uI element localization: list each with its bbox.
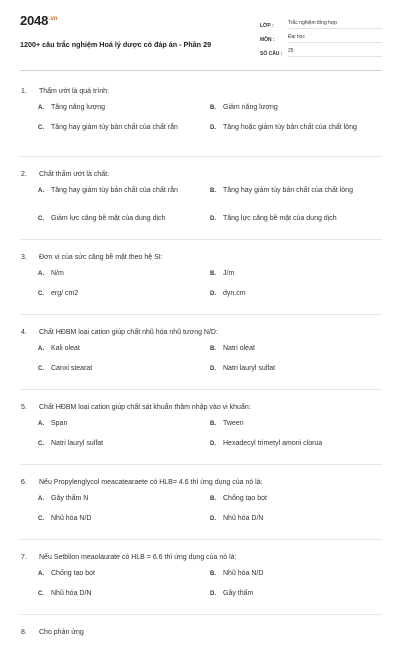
option-text: Giảm lực căng bề mặt của dung dịch bbox=[51, 215, 166, 222]
meta-value: 25 bbox=[288, 48, 382, 57]
answer-option[interactable] bbox=[38, 589, 210, 605]
question-item bbox=[20, 549, 382, 615]
answer-option[interactable] bbox=[38, 186, 210, 210]
option-text: Nhũ hóa N/D bbox=[223, 570, 264, 577]
question-item bbox=[20, 249, 382, 315]
answer-option[interactable] bbox=[38, 419, 210, 435]
question-number: 3. bbox=[21, 253, 27, 261]
brand-name: 2048 bbox=[20, 13, 49, 28]
meta-row bbox=[260, 29, 382, 43]
question-text: Nếu Setblion meaolaurate có HLB = 6.6 thì ứng dụng của nó là: bbox=[39, 553, 237, 561]
answer-option[interactable] bbox=[210, 569, 382, 585]
option-text: Canxi stearat bbox=[51, 365, 93, 372]
answer-option[interactable] bbox=[38, 103, 210, 119]
answer-option[interactable] bbox=[38, 269, 210, 285]
option-text: Span bbox=[51, 420, 68, 427]
answer-option[interactable] bbox=[38, 569, 210, 585]
answer-option[interactable] bbox=[210, 514, 382, 530]
option-text: erg/ cm2 bbox=[51, 290, 79, 297]
question-stem bbox=[20, 83, 382, 99]
option-text: Natri oleat bbox=[223, 345, 255, 352]
option-letter: A. bbox=[38, 105, 44, 111]
option-grid bbox=[20, 344, 382, 384]
meta-row bbox=[260, 15, 382, 29]
answer-option[interactable] bbox=[210, 364, 382, 380]
meta-row bbox=[260, 43, 382, 57]
option-text: N/m bbox=[51, 270, 64, 277]
question-number: 6. bbox=[21, 478, 27, 486]
header-divider bbox=[20, 70, 382, 71]
option-text: Natri lauryl sulfat bbox=[223, 365, 276, 372]
question-item bbox=[20, 83, 382, 157]
answer-option[interactable] bbox=[210, 214, 382, 230]
answer-option[interactable] bbox=[210, 269, 382, 285]
answer-option[interactable] bbox=[38, 364, 210, 380]
answer-option[interactable] bbox=[210, 419, 382, 435]
option-grid bbox=[20, 569, 382, 609]
option-text: Tween bbox=[223, 420, 244, 427]
option-grid bbox=[20, 269, 382, 309]
question-item bbox=[20, 399, 382, 465]
question-stem bbox=[20, 474, 382, 490]
option-letter: B. bbox=[210, 571, 216, 577]
meta-label: SỐ CÂU : bbox=[260, 51, 283, 57]
answer-option[interactable] bbox=[38, 344, 210, 360]
question-text: Chất thấm ướt là chất: bbox=[39, 170, 109, 178]
question-number: 5. bbox=[21, 403, 27, 411]
option-letter: D. bbox=[210, 441, 216, 447]
option-text: Tăng hay giảm tùy bản chất của chất rắn bbox=[51, 124, 178, 131]
answer-option[interactable] bbox=[210, 344, 382, 360]
answer-option[interactable] bbox=[210, 589, 382, 605]
option-letter: D. bbox=[210, 125, 216, 131]
option-letter: B. bbox=[210, 188, 216, 194]
question-number: 8. bbox=[21, 628, 27, 636]
option-text: Nhũ hóa D/N bbox=[51, 590, 92, 597]
option-text: Hexadecyl trimetyl amoni clorua bbox=[223, 440, 323, 447]
question-text: Thấm ướt là quá trình: bbox=[39, 87, 109, 95]
question-stem bbox=[20, 624, 382, 640]
document-meta bbox=[260, 15, 382, 62]
question-text: Chất HĐBM loại cation giúp chất nhũ hóa nhũ tương N/D: bbox=[39, 328, 218, 336]
answer-option[interactable] bbox=[38, 289, 210, 305]
answer-option[interactable] bbox=[210, 103, 382, 119]
option-letter: A. bbox=[38, 188, 44, 194]
option-letter: C. bbox=[38, 366, 44, 372]
option-text: Tăng năng lượng bbox=[51, 104, 106, 111]
option-text: Tăng hay giảm tùy bản chất của chất lỏng bbox=[223, 187, 353, 194]
question-stem bbox=[20, 324, 382, 340]
question-list bbox=[20, 83, 382, 645]
option-text: Chống tạo bọt bbox=[51, 570, 95, 577]
question-text: Đơn vị của sức căng bề mặt theo hệ SI: bbox=[39, 253, 163, 261]
option-letter: A. bbox=[38, 421, 44, 427]
option-text: Natri lauryl sulfat bbox=[51, 440, 104, 447]
option-letter: D. bbox=[210, 591, 216, 597]
answer-option[interactable] bbox=[38, 214, 210, 230]
question-item bbox=[20, 324, 382, 390]
question-stem bbox=[20, 549, 382, 565]
question-text: Nếu Propylenglycol meacatearaete có HLB= 4.6 thì ứng dụng của nó là: bbox=[39, 478, 263, 486]
question-number: 4. bbox=[21, 328, 27, 336]
option-letter: B. bbox=[210, 421, 216, 427]
option-text: Gây thấm N bbox=[51, 495, 89, 502]
option-text: Tăng lực căng bề mặt của dung dịch bbox=[223, 215, 337, 222]
answer-option[interactable] bbox=[38, 514, 210, 530]
option-letter: B. bbox=[210, 271, 216, 277]
option-text: Nhũ hóa D/N bbox=[223, 515, 264, 522]
answer-option[interactable] bbox=[38, 123, 210, 147]
option-letter: C. bbox=[38, 125, 44, 131]
option-letter: D. bbox=[210, 516, 216, 522]
question-number: 1. bbox=[21, 87, 27, 95]
meta-label: MÔN : bbox=[260, 37, 275, 43]
option-text: Kali oleat bbox=[51, 345, 80, 352]
question-stem bbox=[20, 166, 382, 182]
meta-value: Đại học bbox=[288, 34, 382, 43]
option-letter: C. bbox=[38, 291, 44, 297]
question-number: 2. bbox=[21, 170, 27, 178]
option-text: J/m bbox=[223, 270, 235, 277]
question-stem bbox=[20, 249, 382, 265]
question-stem bbox=[20, 399, 382, 415]
option-text: Tăng hay giảm tùy bản chất của chất rắn bbox=[51, 187, 178, 194]
meta-value: Trắc nghiệm tổng hợp bbox=[288, 20, 382, 29]
header-left bbox=[20, 13, 211, 62]
option-text: Nhũ hóa N/D bbox=[51, 515, 92, 522]
option-letter: B. bbox=[210, 105, 216, 111]
option-letter: D. bbox=[210, 291, 216, 297]
option-letter: C. bbox=[38, 216, 44, 222]
meta-label: LỚP : bbox=[260, 23, 274, 29]
answer-option[interactable] bbox=[210, 439, 382, 455]
option-text: Tăng hoặc giảm tùy bản chất của chất lỏng bbox=[223, 124, 357, 131]
option-grid bbox=[20, 419, 382, 459]
option-text: dyn.cm bbox=[223, 290, 246, 297]
question-item bbox=[20, 474, 382, 540]
question-item bbox=[20, 624, 382, 645]
option-text: Gây thấm bbox=[223, 590, 254, 597]
question-number: 7. bbox=[21, 553, 27, 561]
answer-option[interactable] bbox=[38, 494, 210, 510]
answer-option[interactable] bbox=[210, 123, 382, 147]
option-letter: A. bbox=[38, 571, 44, 577]
question-text: Cho phản ứng bbox=[39, 628, 84, 636]
option-letter: D. bbox=[210, 366, 216, 372]
option-letter: B. bbox=[210, 496, 216, 502]
brand-suffix: .vn bbox=[49, 15, 58, 22]
option-letter: D. bbox=[210, 216, 216, 222]
answer-option[interactable] bbox=[210, 186, 382, 210]
option-letter: B. bbox=[210, 346, 216, 352]
answer-option[interactable] bbox=[210, 289, 382, 305]
option-letter: C. bbox=[38, 441, 44, 447]
option-text: Chống tạo bọt bbox=[223, 495, 267, 502]
page-header bbox=[20, 0, 382, 62]
option-grid bbox=[20, 103, 382, 151]
option-grid bbox=[20, 186, 382, 234]
option-grid bbox=[20, 494, 382, 534]
option-letter: A. bbox=[38, 271, 44, 277]
question-item bbox=[20, 166, 382, 240]
answer-option[interactable] bbox=[38, 439, 210, 455]
question-text: Chất HĐBM loại cation giúp chất sát khuẩn thâm nhập vào vi khuẩn: bbox=[39, 403, 251, 411]
brand-logo[interactable] bbox=[20, 13, 211, 28]
option-letter: C. bbox=[38, 516, 44, 522]
option-letter: A. bbox=[38, 346, 44, 352]
answer-option[interactable] bbox=[210, 494, 382, 510]
option-letter: A. bbox=[38, 496, 44, 502]
document-title: 1200+ câu trắc nghiệm Hoá lý dược có đáp án - Phần 29 bbox=[20, 40, 212, 49]
option-letter: C. bbox=[38, 591, 44, 597]
option-text: Giảm năng lượng bbox=[223, 104, 278, 111]
